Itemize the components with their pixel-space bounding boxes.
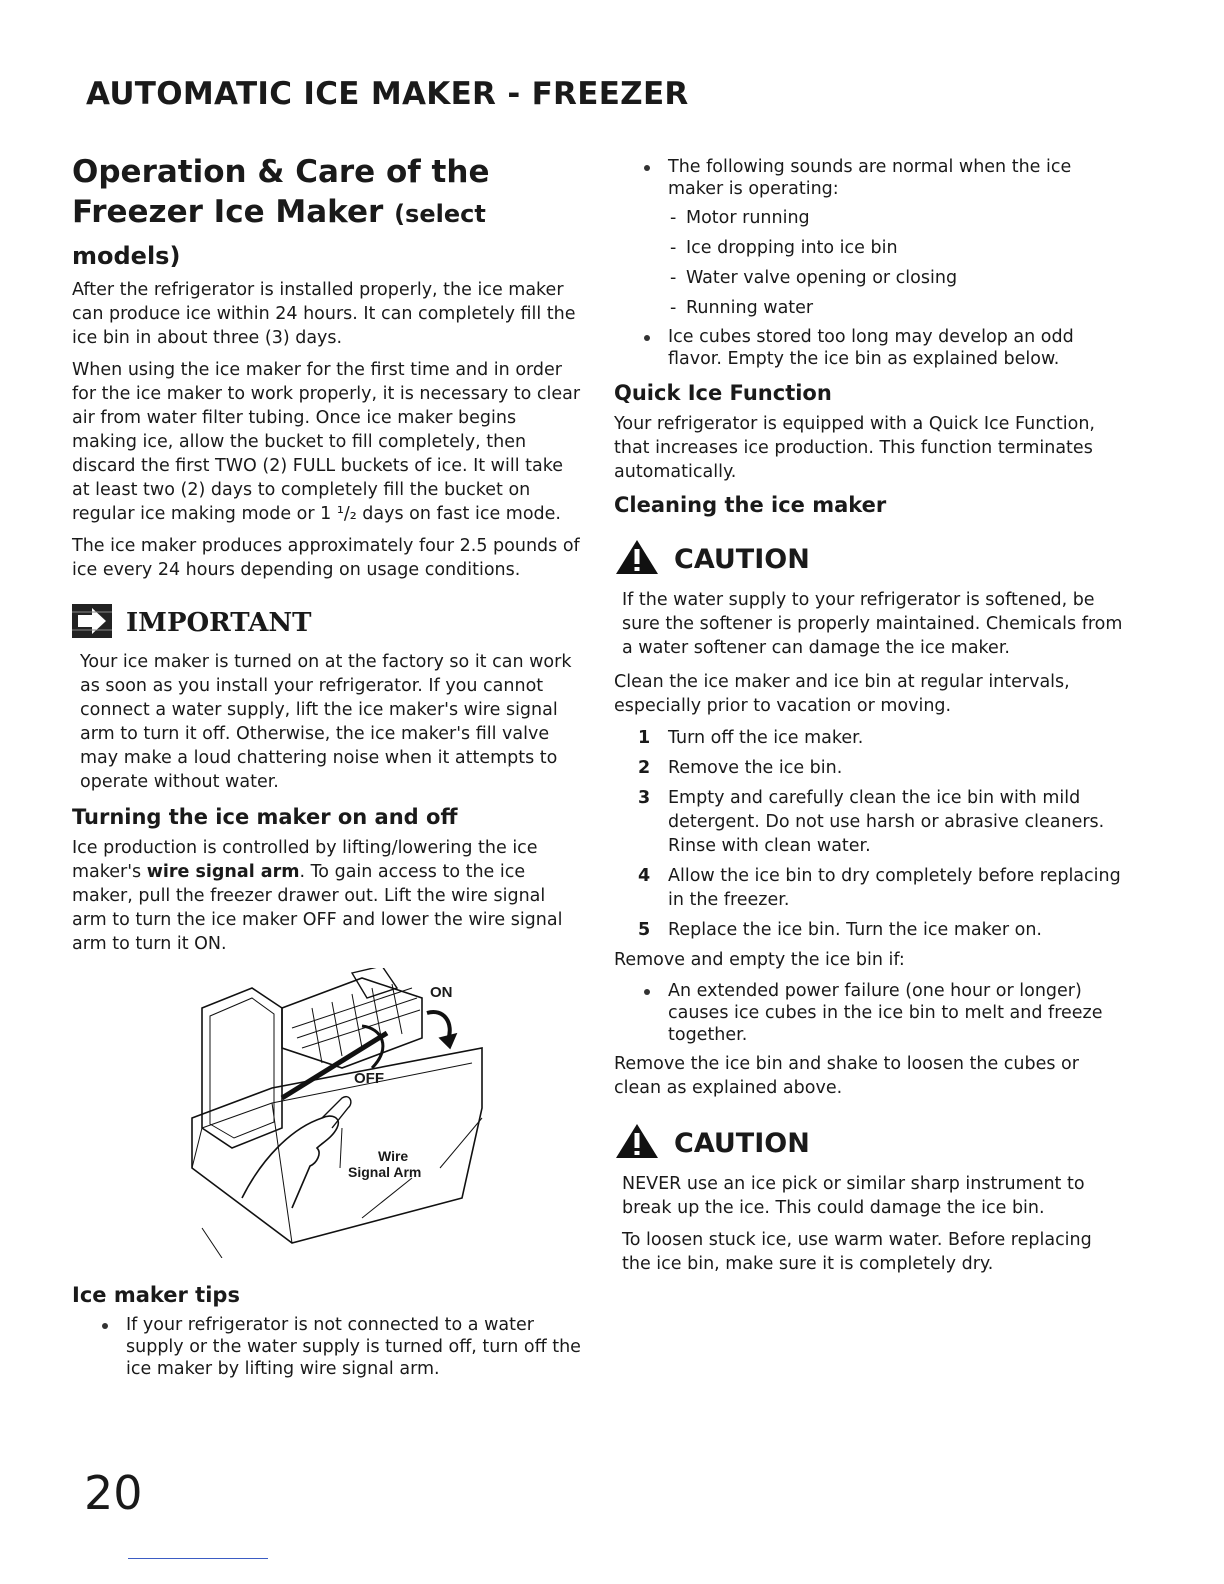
quick-ice-heading: Quick Ice Function [614,381,832,405]
intro-paragraph-1: After the refrigerator is installed properly, the ice maker can produce ice within 24 hours. It can completely fill the ice bin in about three (3) days. [72,280,576,348]
caution-notice-2 [614,1122,1124,1164]
list-item: An extended power failure (one hour or longer) causes ice cubes in the ice bin to melt and freeze together. [614,980,1124,1046]
intro-paragraph-2: When using the ice maker for the first time and in order for the ice maker to work properly, it is necessary to clear air from water filter tubing. Once ice maker begins making ice, allow the bucket to fill completely, then discard the first TWO (2) FULL buckets of ice. It will take at least two (2) days to completely fill the bucket on regular ice making mode or 1 ¹/₂ days on fast ice mode. [72,360,581,524]
list-item: - Running water [614,296,1124,320]
list-item: - Motor running [614,206,1124,230]
section-title-suffix: (select models) [72,200,486,270]
step-text: Remove the ice bin. [668,758,843,778]
sounds-list [614,206,1124,320]
step-number: 2 [638,758,651,778]
turning-text [72,836,582,956]
caution-title-2: CAUTION [674,1127,810,1159]
list-item [614,726,1124,750]
on-label: ON [430,984,453,1001]
turning-text-b: . To gain access to the ice maker, pull the freezer drawer out. Lift the wire signal arm to turn the ice maker OFF and lower the wire signal arm to turn it ON. [72,862,563,954]
wire-label: Wire [378,1148,409,1164]
page-header-title: AUTOMATIC ICE MAKER - FREEZER [86,76,689,112]
footer-divider [128,1558,268,1559]
list-item [614,918,1124,942]
shake-text: Remove the ice bin and shake to loosen the cubes or clean as explained above. [614,1054,1079,1098]
tips-list [72,1314,582,1380]
important-text: Your ice maker is turned on at the factory so it can work as soon as you install your refrigerator. If you cannot connect a water supply, lift the ice maker's wire signal arm to turn it off. Otherwise, the ice maker's fill valve may make a loud chattering noise when it attempts to operate without water. [80,652,572,792]
list-item: - Ice dropping into ice bin [614,236,1124,260]
sounds-bullet-list [614,156,1124,200]
cleaning-intro: Clean the ice maker and ice bin at regular intervals, especially prior to vacation or moving. [614,672,1070,716]
flavor-bullet-list [614,326,1124,370]
page-number: 20 [84,1466,143,1520]
remove-bullets [614,980,1124,1046]
turning-heading: Turning the ice maker on and off [72,805,458,829]
right-column [614,152,1124,1284]
step-text: Turn off the ice maker. [668,728,864,748]
intro-paragraph-3: The ice maker produces approximately four 2.5 pounds of ice every 24 hours depending on usage conditions. [72,536,580,580]
section-title [72,152,582,276]
step-number: 1 [638,728,651,748]
important-title: IMPORTANT [126,608,312,638]
ice-maker-illustration [182,968,512,1258]
important-notice [72,604,582,642]
caution-text-2b: To loosen stuck ice, use warm water. Before replacing the ice bin, make sure it is completely dry. [622,1230,1092,1274]
caution-text-2a: NEVER use an ice pick or similar sharp instrument to break up the ice. This could damage the ice bin. [622,1174,1085,1218]
step-text: Replace the ice bin. Turn the ice maker on. [668,920,1042,940]
signal-arm-label: Signal Arm [348,1164,422,1180]
cleaning-heading: Cleaning the ice maker [614,493,887,517]
step-text: Empty and carefully clean the ice bin with mild detergent. Do not use harsh or abrasive cleaners. Rinse with clean water. [668,788,1105,856]
list-item [614,756,1124,780]
list-item [614,786,1124,858]
section-title-main: Operation & Care of the Freezer Ice Maker [72,154,490,230]
cleaning-steps [614,726,1124,942]
step-number: 4 [638,866,651,886]
list-item: - Water valve opening or closing [614,266,1124,290]
quick-ice-text: Your refrigerator is equipped with a Quick Ice Function, that increases ice production. This function terminates automatically. [614,414,1095,482]
step-text: Allow the ice bin to dry completely before replacing in the freezer. [668,866,1121,910]
wire-signal-arm-term: wire signal arm [146,862,300,882]
step-number: 3 [638,788,651,808]
caution-text-1: If the water supply to your refrigerator is softened, be sure the softener is properly maintained. Chemicals from a water softener can damage the ice maker. [622,590,1123,658]
turning-text-a: Ice production is controlled by lifting/lowering the ice maker's [72,838,538,882]
caution-title-1: CAUTION [674,543,810,575]
left-column [72,152,582,1386]
ice-maker-drawing [182,968,512,1258]
warning-icon [614,1122,660,1164]
list-item: Ice cubes stored too long may develop an odd flavor. Empty the ice bin as explained below. [614,326,1124,370]
warning-icon [614,538,660,580]
remove-if-text: Remove and empty the ice bin if: [614,950,905,970]
important-arrow-icon [72,604,112,642]
caution-notice-1 [614,538,1124,580]
step-number: 5 [638,920,651,940]
tips-heading: Ice maker tips [72,1283,240,1307]
off-label: OFF [354,1070,384,1087]
list-item [614,864,1124,912]
list-item: If your refrigerator is not connected to a water supply or the water supply is turned off, turn off the ice maker by lifting wire signal arm. [72,1314,582,1380]
list-item: The following sounds are normal when the ice maker is operating: [614,156,1124,200]
